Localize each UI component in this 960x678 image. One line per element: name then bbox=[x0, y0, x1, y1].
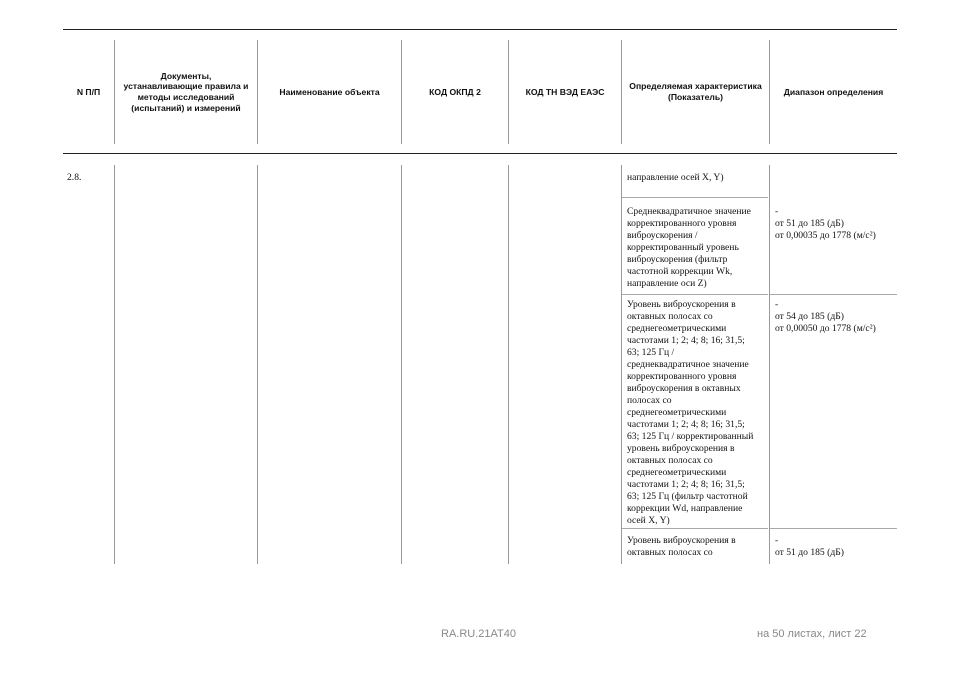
range-cell: - от 54 до 185 (дБ) от 0,00050 до 1778 (м/с²) bbox=[775, 299, 876, 334]
characteristic-cell: Среднеквадратичное значение корректированного уровня виброускорения / корректированный уровень виброускорения (фильтр частотной коррекции Wk, направление оси Z) bbox=[627, 206, 751, 289]
table-top-border bbox=[63, 29, 897, 30]
header-bottom-border bbox=[63, 153, 897, 154]
row-divider bbox=[770, 528, 897, 529]
body-divider bbox=[257, 165, 258, 564]
header-col-number: N П/П bbox=[76, 86, 101, 97]
header-col-tnved: КОД ТН ВЭД ЕАЭС bbox=[525, 86, 605, 97]
body-divider bbox=[508, 165, 509, 564]
header-col-okpd: КОД ОКПД 2 bbox=[429, 86, 481, 97]
header-col-characteristic: Определяемая характеристика (Показатель) bbox=[629, 81, 762, 102]
row-divider bbox=[622, 528, 768, 529]
header-col-range: Диапазон определения bbox=[783, 86, 884, 97]
header-col-object: Наименование объекта bbox=[279, 86, 380, 97]
row-divider bbox=[622, 294, 768, 295]
characteristic-cell: направление осей X, Y) bbox=[627, 172, 724, 183]
footer-sheet-info: на 50 листах, лист 22 bbox=[757, 628, 867, 640]
row-number: 2.8. bbox=[67, 172, 82, 183]
body-divider bbox=[621, 165, 622, 564]
row-divider bbox=[622, 197, 768, 198]
characteristic-cell: Уровень виброускорения в октавных полосах со bbox=[627, 535, 736, 558]
body-divider bbox=[401, 165, 402, 564]
range-cell: - от 51 до 185 (дБ) от 0,00035 до 1778 (м/с²) bbox=[775, 206, 876, 241]
body-divider bbox=[769, 165, 770, 564]
row-divider bbox=[770, 294, 897, 295]
footer-doc-id: RA.RU.21AT40 bbox=[441, 628, 516, 640]
characteristic-cell: Уровень виброускорения в октавных полосах со среднегеометрическими частотами 1; 2; 4; 8; 16; 31,5; 63; 125 Гц / среднеквадратичное значение корректированного уровня виброускорения в октавных полосах со среднегеометрическими частотами 1; 2; 4; 8; 16; 31,5; 63; 125 Гц / корректированный уровень виброускорения в октавных полосах со среднегеометрическими частотами 1; 2; 4; 8; 16; 31,5; 63; 125 Гц (фильтр частотной коррекции Wd, направление осей X, Y) bbox=[627, 299, 754, 526]
body-divider bbox=[114, 165, 115, 564]
range-cell: - от 51 до 185 (дБ) bbox=[775, 535, 844, 558]
header-col-documents: Документы, устанавливающие правила и методы исследований (испытаний) и измерений bbox=[123, 70, 249, 113]
